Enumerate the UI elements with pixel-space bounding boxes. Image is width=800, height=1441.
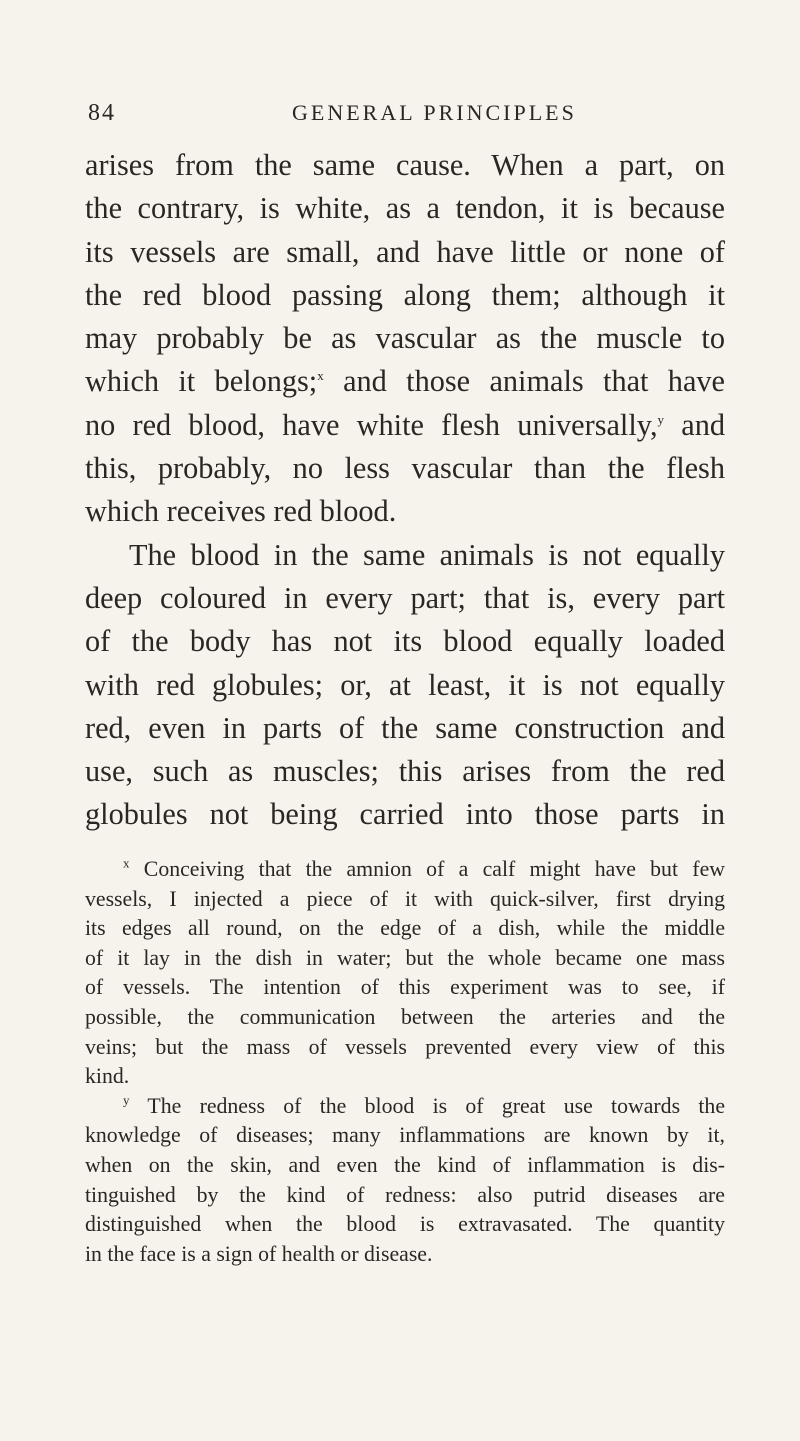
footnote-line: its edges all round, on the edge of a dish, while the middle	[85, 916, 725, 941]
text-line: red, even in parts of the same construction and	[85, 710, 725, 745]
paragraph-2	[85, 534, 725, 837]
footnote-line: when on the skin, and even the kind of inflammation is dis-	[85, 1152, 725, 1177]
footnote-line: tinguished by the kind of redness: also putrid diseases are	[85, 1182, 725, 1207]
text-line: deep coloured in every part; that is, every part	[85, 580, 725, 615]
text-line: the contrary, is white, as a tendon, it is because	[85, 191, 725, 226]
footnote-line: distinguished when the blood is extravasated. The quantity	[85, 1212, 725, 1237]
text-line: this, probably, no less vascular than the flesh	[85, 451, 725, 486]
footnote-line	[85, 855, 725, 885]
running-head	[88, 100, 728, 134]
footnote-line: vessels, I injected a piece of it with quick-silver, first drying	[85, 886, 725, 911]
footnote-marker: x	[123, 855, 130, 871]
text-line: may probably be as vascular as the muscle to	[85, 321, 725, 356]
main-text	[85, 144, 725, 837]
footnote-line	[85, 1092, 725, 1122]
text-line: globules not being carried into those parts in	[85, 797, 725, 832]
footnotes	[85, 855, 725, 1269]
footnote-line: of it lay in the dish in water; but the whole became one mass	[85, 945, 725, 970]
footnote-line: in the face is a sign of health or disease.	[85, 1241, 433, 1266]
footnote-y	[85, 1092, 725, 1270]
page-number: 84	[88, 100, 116, 126]
footnote-marker: y	[123, 1092, 130, 1108]
text-line: which receives red blood.	[85, 494, 397, 529]
text-fragment: The redness of the blood is of great use towards the	[129, 1093, 725, 1118]
paragraph-1	[85, 144, 725, 534]
text-line	[85, 404, 725, 447]
footnote-line: of vessels. The intention of this experiment was to see, if	[85, 975, 725, 1000]
text-line: of the body has not its blood equally loaded	[85, 624, 725, 659]
text-fragment: and those animals that have	[323, 364, 725, 399]
footnote-line: possible, the communication between the arteries and the	[85, 1004, 725, 1029]
footnote-ref-y: y	[657, 411, 665, 427]
footnote-line: veins; but the mass of vessels prevented every view of this	[85, 1034, 725, 1059]
footnote-x	[85, 855, 725, 1092]
text-line	[85, 360, 725, 403]
text-fragment: and	[664, 407, 725, 442]
text-line: the red blood passing along them; although it	[85, 277, 725, 312]
footnote-line: knowledge of diseases; many inflammations are known by it,	[85, 1123, 725, 1148]
text-line: use, such as muscles; this arises from the red	[85, 754, 725, 789]
footnote-line: kind.	[85, 1064, 130, 1089]
text-line: with red globules; or, at least, it is not equally	[85, 667, 725, 702]
text-line: its vessels are small, and have little or none of	[85, 234, 725, 269]
running-title: GENERAL PRINCIPLES	[292, 100, 577, 125]
text-fragment: Conceiving that the amnion of a calf might have but few	[129, 857, 725, 881]
text-line: arises from the same cause. When a part, on	[85, 148, 725, 182]
text-fragment: no red blood, have white flesh universally,	[85, 407, 658, 442]
text-fragment: which it belongs;	[85, 364, 318, 399]
text-line: The blood in the same animals is not equally	[129, 537, 725, 572]
footnote-ref-x: x	[317, 368, 324, 384]
